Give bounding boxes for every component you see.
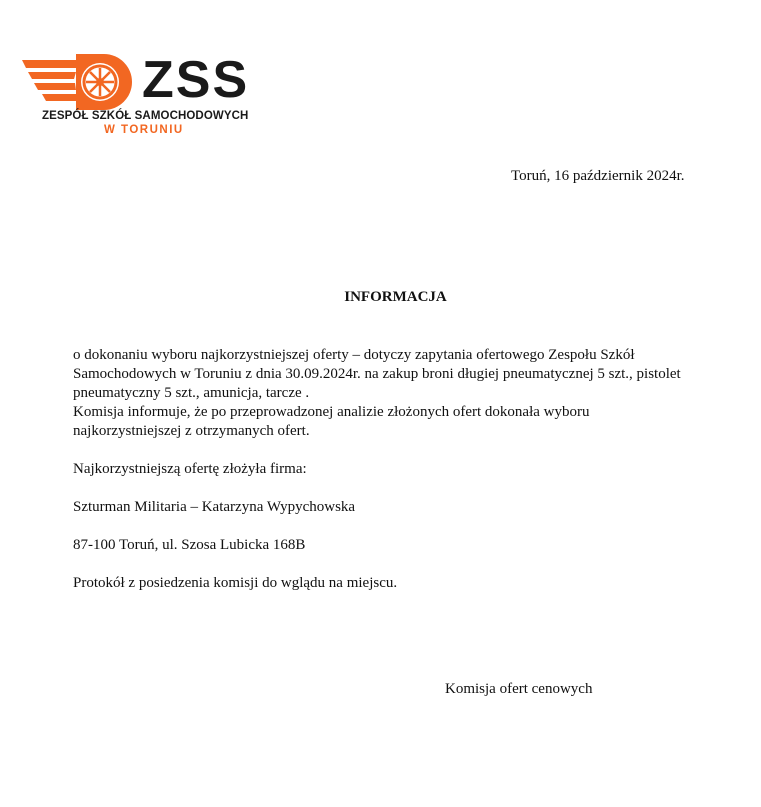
winner-intro: Najkorzystniejszą ofertę złożyła firma: [73, 461, 307, 477]
company-address: 87-100 Toruń, ul. Szosa Lubicka 168B [73, 537, 306, 553]
document-date: Toruń, 16 październik 2024r. [511, 168, 685, 184]
wheel-icon [20, 50, 142, 110]
school-logo [20, 50, 250, 145]
document-body [73, 346, 693, 593]
document-title: INFORMACJA [344, 289, 447, 305]
committee-line-2: najkorzystniejszej z otrzymanych ofert. [73, 423, 310, 439]
company-name: Szturman Militaria – Katarzyna Wypychowska [73, 499, 356, 515]
logo-city: W TORUNIU [104, 124, 184, 136]
logo-letters: ZSS [142, 51, 250, 109]
intro-line-3: pneumatyczny 5 szt., amunicja, tarcze . [73, 385, 310, 401]
signature: Komisja ofert cenowych [445, 681, 593, 697]
intro-line-1: o dokonaniu wyboru najkorzystniejszej oferty – dotyczy zapytania ofertowego Zespołu Szkół [73, 347, 635, 363]
intro-line-2: Samochodowych w Toruniu z dnia 30.09.2024r. na zakup broni długiej pneumatycznej 5 szt., pistolet [73, 366, 681, 382]
logo-school-name: ZESPÓŁ SZKÓŁ SAMOCHODOWYCH [42, 110, 249, 122]
committee-line-1: Komisja informuje, że po przeprowadzonej analizie złożonych ofert dokonała wyboru [73, 404, 590, 420]
protocol-note: Protokół z posiedzenia komisji do wglądu na miejscu. [73, 575, 398, 591]
